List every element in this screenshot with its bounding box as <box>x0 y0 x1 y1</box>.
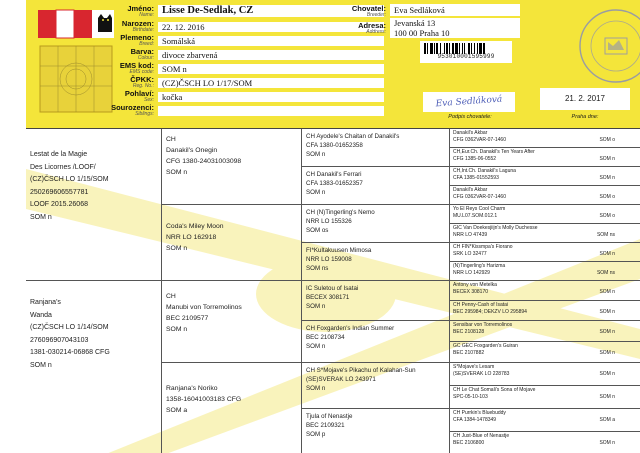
gggp-name: GC GEC Foxgarden's Guiran <box>453 343 518 349</box>
gggp-ems: SOM ns <box>596 270 615 277</box>
grandparent-cell <box>162 129 302 205</box>
gggp-ems: SOM o <box>599 213 615 220</box>
address-line-2: 100 00 Praha 10 <box>394 28 450 38</box>
breed-value: Somálská <box>158 36 384 46</box>
gggp-name: CH Just-Blue of Nenastje <box>453 433 510 439</box>
great-grandparent-cell <box>302 281 450 321</box>
gggp-details <box>453 440 637 447</box>
gggp-ems: SOM o <box>599 137 615 144</box>
grandparent-line: SOM n <box>166 326 188 333</box>
ggp-line: NRR LO 159008 <box>306 256 352 263</box>
great-grandparent-cell <box>302 363 450 409</box>
breeder-label: Chovatel: Breeder: <box>351 4 386 18</box>
great-great-grandparent-cell <box>450 205 640 224</box>
gggp-details <box>453 213 637 220</box>
gggp-details <box>453 394 637 401</box>
ggp-line: SOM n <box>306 151 326 158</box>
ggp-line: SOM n <box>306 189 326 196</box>
sire-line-3: (CZ)ČSCH LO 1/15/SOM <box>30 176 109 183</box>
ggp-line: BECEX 308171 <box>306 294 350 301</box>
gggp-name: Antony von Metelka <box>453 282 497 288</box>
grandparent-line: CFG 1380-24031003098 <box>166 158 242 165</box>
gggp-details <box>453 137 637 144</box>
reg-no-label: ČPKK: Reg. No.: <box>130 75 154 89</box>
gggp-name: CH FIN*Kissmpa's Fiorano <box>453 244 513 250</box>
barcode-bar <box>424 43 426 54</box>
dam-line-1: Ranjana's <box>30 299 61 306</box>
name-label: Jméno: Name: <box>127 4 154 18</box>
barcode-bar <box>430 43 433 54</box>
great-great-grandparent-cell <box>450 262 640 281</box>
ems-code-label: EMS kod: EMS code: <box>119 61 154 75</box>
great-great-grandparent-cell <box>450 321 640 342</box>
gggp-name: CH,Int.Ch. Danakil's Laguna <box>453 168 516 174</box>
great-grandparent-cell <box>302 409 450 453</box>
great-great-grandparent-cell <box>450 167 640 186</box>
ggp-line: SOM p <box>306 431 326 438</box>
gggp-ems: SOM n <box>599 440 615 447</box>
gggp-details <box>453 289 637 296</box>
gggp-details <box>453 194 637 201</box>
ggp-line: CH Ayodele's Chaitan of Danakil's <box>306 133 400 140</box>
gggp-reg: BEC 2107882 <box>453 350 485 357</box>
gggp-name: GIC Van Doekesjiijn's Molly Duchesse <box>453 225 538 231</box>
gggp-details <box>453 309 637 316</box>
signature-label: Podpis chovatele: <box>448 114 492 120</box>
address-line-1: Jevanská 13 <box>394 18 436 28</box>
ggp-line: SOM os <box>306 227 329 234</box>
sire-line-6: SOM n <box>30 213 52 221</box>
sire-line-1: Lestat de la Magie <box>30 151 88 158</box>
gggp-ems: SOM n <box>599 289 615 296</box>
grandparent-cell <box>162 363 302 453</box>
ggp-line: CH Foxgarden's Indian Summer <box>306 325 395 332</box>
gggp-reg: NRR LO 142929 <box>453 270 490 277</box>
gggp-reg: CFG 0362VAR-07-1460 <box>453 137 506 144</box>
issue-date-label: Praha dne: <box>571 114 599 120</box>
gggp-reg: SPC-05-10-103 <box>453 394 488 401</box>
gggp-name: CH Le Chat Somali's Sona of Mojave <box>453 387 536 393</box>
breed-label: Plemeno: Breed: <box>120 33 154 47</box>
ggp-line: Tjula of Nenastje <box>306 413 353 420</box>
cscht-logo-icon <box>34 6 118 118</box>
sire-line-5: LOOF 2015.26068 <box>30 201 88 208</box>
grandparent-line: Coda's Miley Moon <box>166 223 224 230</box>
great-great-grandparent-cell <box>450 224 640 243</box>
gggp-details <box>453 270 637 277</box>
gggp-name: CH Purrkin's Bluebuddy <box>453 410 506 416</box>
barcode <box>420 41 512 63</box>
barcode-bar <box>434 43 435 54</box>
barcode-number: 953010001595999 <box>437 53 495 60</box>
ggp-line: CH S*Mojave's Pikachu of Kalahan-Sun <box>306 367 416 374</box>
gggp-reg: MU.L07.SOM.012.1 <box>453 213 498 220</box>
great-grandparent-cell <box>302 243 450 281</box>
signature-box <box>423 92 515 112</box>
gggp-ems: SOM a <box>599 417 615 424</box>
gggp-reg: CFA 1385-01552593 <box>453 175 499 182</box>
great-grandparent-cell <box>302 167 450 205</box>
signature: Eva Sedláková <box>435 94 503 110</box>
great-great-grandparent-cell <box>450 342 640 363</box>
colour-value: divoce zbarvená <box>158 50 384 60</box>
gggp-reg: NRR LO 47439 <box>453 232 488 239</box>
gggp-name: Sensibar von Torremolinos <box>453 322 513 328</box>
dam-line-5: 1381-030214-06868 CFG <box>30 349 110 356</box>
ggp-line: CH (N)Tingerling's Nemo <box>306 209 375 216</box>
gggp-reg: BEC 295984; DEKZV LO 295894 <box>453 309 527 316</box>
grandparent-line: SOM a <box>166 407 188 414</box>
ggp-line: BEC 2108734 <box>306 334 345 341</box>
barcode-bar <box>427 43 428 54</box>
gggp-ems: SOM n <box>599 175 615 182</box>
dam-line-3: (CZ)ČSCH LO 1/14/SOM <box>30 324 109 331</box>
dam-line-2: Wanda <box>30 311 52 319</box>
gggp-ems: SOM n <box>599 350 615 357</box>
ems-code-value: SOM n <box>158 64 384 74</box>
gggp-details <box>453 371 637 378</box>
gggp-reg: CFA 1384-1478349 <box>453 417 497 424</box>
siblings-value <box>158 106 384 116</box>
gggp-ems: SOM n <box>599 251 615 258</box>
gggp-name: CH Penny-Cash of Isatai <box>453 302 509 308</box>
grandparent-line: CH <box>166 293 176 300</box>
great-great-grandparent-cell <box>450 243 640 262</box>
address-value <box>390 18 520 38</box>
gggp-ems: SOM n <box>599 309 615 316</box>
gggp-name: Danakil's Akbar <box>453 187 488 193</box>
gggp-reg: BEC 2106800 <box>453 440 485 447</box>
great-grandparent-cell <box>302 321 450 363</box>
ggp-line: IC Suletou of Isatai <box>306 285 359 292</box>
gggp-reg: BEC 2108128 <box>453 329 485 336</box>
gggp-name: CH,Eur.Ch. Danakil's Ten Years After <box>453 149 535 155</box>
breeder-stamp-icon <box>574 4 640 88</box>
gggp-ems: SOM ns <box>596 232 615 239</box>
ggp-line: CH Danakil's Ferrari <box>306 171 362 178</box>
great-great-grandparent-cell <box>450 281 640 301</box>
colour-label: Barva: Colour: <box>130 47 154 61</box>
sex-label: Pohlaví: Sex: <box>124 89 154 103</box>
grandparent-line: NRR LO 162918 <box>166 234 217 241</box>
great-great-grandparent-cell <box>450 432 640 453</box>
gggp-reg: (SE)SVERAK LO 228783 <box>453 371 510 378</box>
ggp-line: FI*Kultakuusen Mimosa <box>306 247 372 254</box>
ggp-line: SOM n <box>306 385 326 392</box>
grandparent-line: BEC 2109577 <box>166 315 209 322</box>
grandparent-line: CH <box>166 136 176 143</box>
gggp-details <box>453 232 637 239</box>
grandparent-line: SOM n <box>166 245 188 252</box>
breeder-value: Eva Sedláková <box>390 4 520 16</box>
great-grandparent-cell <box>302 205 450 243</box>
gggp-name: Danakil's Akbar <box>453 130 488 136</box>
grandparent-cell <box>162 205 302 281</box>
certificate-header <box>26 0 640 128</box>
ggp-line: (SE)SVERAK LO 243971 <box>306 376 376 383</box>
great-grandparent-cell <box>302 129 450 167</box>
gggp-name: Yo El Reys Cool Charm <box>453 206 506 212</box>
ggp-line: BEC 2109321 <box>306 422 345 429</box>
gggp-ems: SOM n <box>599 371 615 378</box>
gggp-name: S*Mojave's Lesam <box>453 364 495 370</box>
siblings-label: Sourozenci: Siblings: <box>111 103 154 117</box>
birthdate-label: Narozen: Birthdate: <box>121 19 154 33</box>
dam-line-6: SOM n <box>30 361 52 369</box>
gggp-details <box>453 417 637 424</box>
gggp-ems: SOM n <box>599 156 615 163</box>
birthdate-value: 22. 12. 2016 <box>158 22 384 32</box>
ggp-line: SOM n <box>306 303 326 310</box>
ggp-line: CFA 1383-01652357 <box>306 180 363 187</box>
great-great-grandparent-cell <box>450 186 640 205</box>
grandparent-line: 1358-16041003183 CFG <box>166 396 242 403</box>
address-label: Adresa: Address: <box>358 21 386 35</box>
gggp-details <box>453 329 637 336</box>
dam-line-4: 276096907043103 <box>30 336 89 344</box>
ggp-line: NRR LO 155326 <box>306 218 352 225</box>
ggp-line: SOM n <box>306 343 326 350</box>
gggp-ems: SOM o <box>599 194 615 201</box>
great-great-grandparent-cell <box>450 148 640 167</box>
great-great-grandparent-cell <box>450 363 640 386</box>
grandparent-line: SOM n <box>166 169 188 176</box>
gggp-reg: SRK LO 32477 <box>453 251 487 258</box>
gggp-reg: CFG 0362VAR-07-1460 <box>453 194 506 201</box>
great-great-grandparent-cell <box>450 129 640 148</box>
grandparent-line: Ranjana's Noriko <box>166 385 218 392</box>
grandparent-line: Danakil's Onegin <box>166 147 218 154</box>
gggp-ems: SOM n <box>599 394 615 401</box>
grandparent-cell <box>162 281 302 363</box>
great-great-grandparent-cell <box>450 386 640 409</box>
reg-no-value: (CZ)ČSCH LO 1/17/SOM <box>158 78 384 88</box>
ggp-line: CFA 1380-01652358 <box>306 142 363 149</box>
sire-line-4: 250269606557781 <box>30 188 89 196</box>
sire-line-2: Des Licornes /LOOF/ <box>30 163 96 171</box>
gggp-details <box>453 175 637 182</box>
sire-cell <box>26 129 162 281</box>
gggp-name: (N)Tingerling's Harizma <box>453 263 506 269</box>
gggp-details <box>453 156 637 163</box>
ggp-line: SOM ns <box>306 265 329 272</box>
gggp-ems: SOM n <box>599 329 615 336</box>
gggp-reg: BECEX 308170 <box>453 289 489 296</box>
gggp-details <box>453 251 637 258</box>
pedigree-tree <box>26 128 640 453</box>
gggp-reg: CFG 1385-06-0552 <box>453 156 497 163</box>
dam-cell <box>26 281 162 453</box>
gggp-details <box>453 350 637 357</box>
great-great-grandparent-cell <box>450 409 640 432</box>
grandparent-line: Manubi von Torremolinos <box>166 304 242 311</box>
issue-date: 21. 2. 2017 <box>540 88 630 110</box>
great-great-grandparent-cell <box>450 301 640 321</box>
sex-value: kočka <box>158 92 384 102</box>
name-value: Lisse De-Sedlak, CZ <box>158 5 384 17</box>
